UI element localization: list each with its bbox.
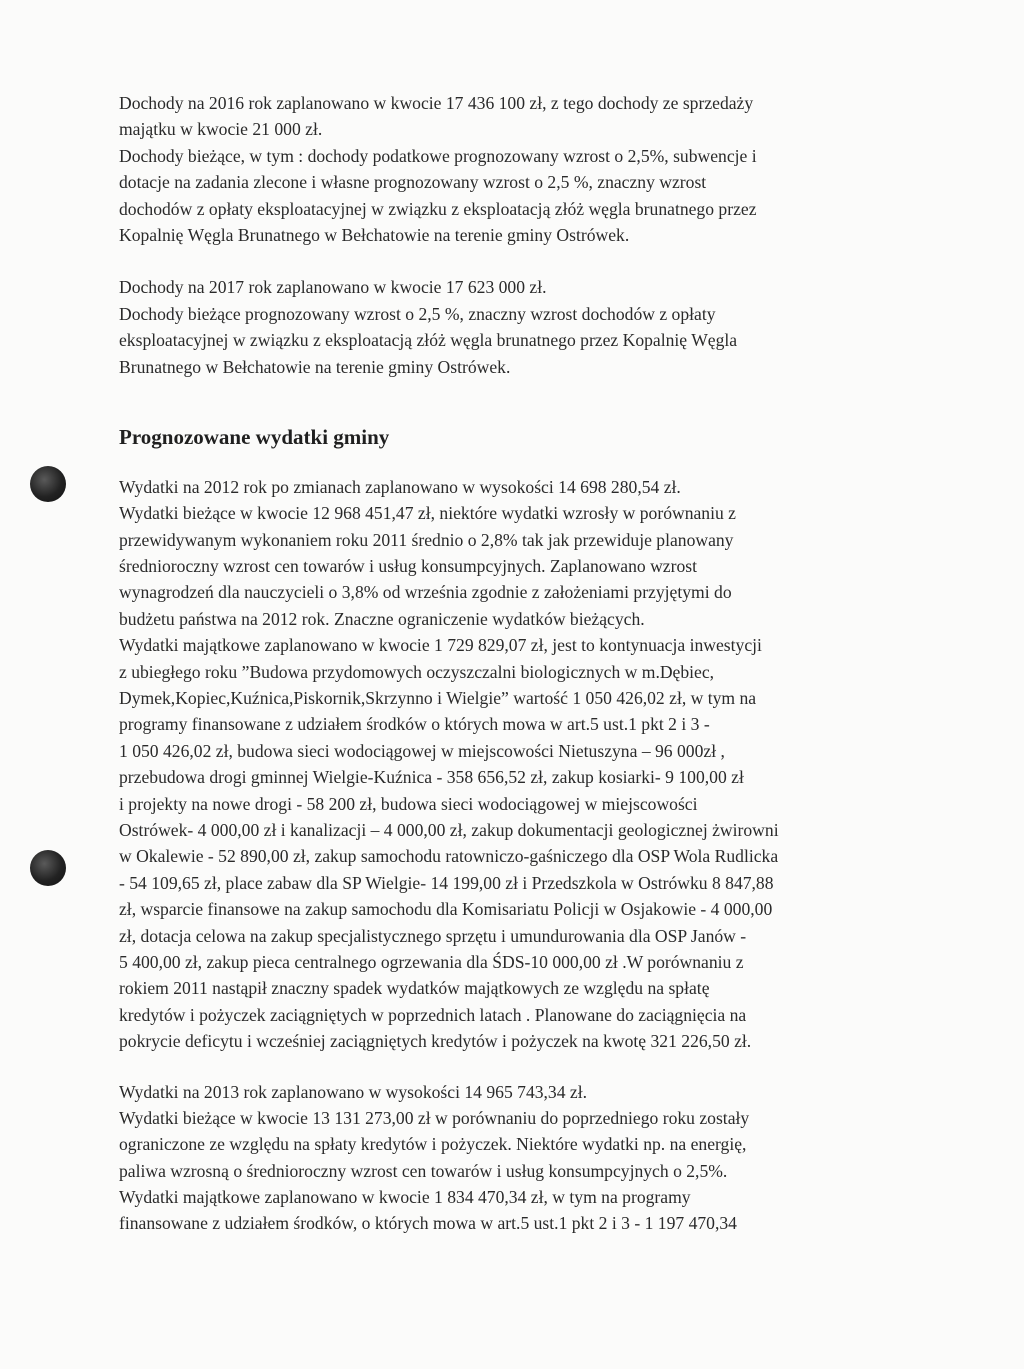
text-line: 1 050 426,02 zł, budowa sieci wodociągowej w miejscowości Nietuszyna – 96 000zł , [119,740,725,761]
text-line: finansowane z udziałem środków, o których mowa w art.5 ust.1 pkt 2 i 3 - 1 197 470,34 [119,1213,737,1234]
text-line: Dochody na 2017 rok zaplanowano w kwocie 17 623 000 zł. [119,277,547,298]
text-line: Wydatki na 2012 rok po zmianach zaplanowano w wysokości 14 698 280,54 zł. [119,476,681,497]
section-heading: Prognozowane wydatki gminy [119,424,390,449]
paragraph-expenses-2013 [119,1079,909,1237]
text-line: programy finansowane z udziałem środków o których mowa w art.5 ust.1 pkt 2 i 3 - [119,714,710,735]
text-line: Dochody bieżące, w tym : dochody podatkowe prognozowany wzrost o 2,5%, subwencje i [119,145,757,166]
text-line: Brunatnego w Bełchatowie na terenie gminy Ostrówek. [119,356,511,377]
text-line: rokiem 2011 nastąpił znaczny spadek wydatków majątkowych ze względu na spłatę [119,978,710,999]
text-line: z ubiegłego roku ”Budowa przydomowych oczyszczalni biologicznych w m.Dębiec, [119,661,715,682]
text-line: Wydatki bieżące w kwocie 12 968 451,47 zł, niektóre wydatki wzrosły w porównaniu z [119,503,736,524]
text-line: Wydatki na 2013 rok zaplanowano w wysokości 14 965 743,34 zł. [119,1081,588,1102]
text-line: - 54 109,65 zł, place zabaw dla SP Wielgie- 14 199,00 zł i Przedszkola w Ostrówku 8 847,88 [119,872,774,893]
text-line: dochodów z opłaty eksploatacyjnej w związku z eksploatacją złóż węgla brunatnego przez [119,198,757,219]
punch-hole-mark [30,466,66,502]
document-body [119,90,909,1237]
paragraph-expenses-2012 [119,474,909,1055]
text-line: Dochody bieżące prognozowany wzrost o 2,5 %, znaczny wzrost dochodów z opłaty [119,303,716,324]
text-line: 5 400,00 zł, zakup pieca centralnego ogrzewania dla ŚDS-10 000,00 zł .W porównaniu z [119,951,744,972]
text-line: przewidywanym wykonaniem roku 2011 średnio o 2,8% tak jak przewiduje planowany [119,529,734,550]
text-line: dotacje na zadania zlecone i własne prognozowany wzrost o 2,5 %, znaczny wzrost [119,172,707,193]
text-line: Kopalnię Węgla Brunatnego w Bełchatowie na terenie gminy Ostrówek. [119,224,630,245]
text-line: i projekty na nowe drogi - 58 200 zł, budowa sieci wodociągowej w miejscowości [119,793,698,814]
text-line: wynagrodzeń dla nauczycieli o 3,8% od września zgodnie z założeniami przyjętymi do [119,582,732,603]
text-line: kredytów i pożyczek zaciągniętych w poprzednich latach . Planowane do zaciągnięcia na [119,1004,747,1025]
text-line: zł, dotacja celowa na zakup specjalistycznego sprzętu i umundurowania dla OSP Janów - [119,925,747,946]
text-line: Wydatki majątkowe zaplanowano w kwocie 1 834 470,34 zł, w tym na programy [119,1187,691,1208]
paragraph-income-2017 [119,274,909,380]
text-line: paliwa wzrosną o średnioroczny wzrost cen towarów i usług konsumpcyjnych o 2,5%. [119,1160,728,1181]
text-line: w Okalewie - 52 890,00 zł, zakup samochodu ratowniczo-gaśniczego dla OSP Wola Rudlicka [119,846,779,867]
punch-hole-mark [30,850,66,886]
paragraph-income-2016 [119,90,909,248]
text-line: budżetu państwa na 2012 rok. Znaczne ograniczenie wydatków bieżących. [119,608,645,629]
text-line: Wydatki bieżące w kwocie 13 131 273,00 zł w porównaniu do poprzedniego roku zostały [119,1107,750,1128]
text-line: Wydatki majątkowe zaplanowano w kwocie 1 729 829,07 zł, jest to kontynuacja inwestycji [119,635,762,656]
text-line: Dochody na 2016 rok zaplanowano w kwocie 17 436 100 zł, z tego dochody ze sprzedaży [119,93,754,113]
text-line: zł, wsparcie finansowe na zakup samochodu dla Komisariatu Policji w Osjakowie - 4 000,00 [119,899,773,920]
text-line: Dymek,Kopiec,Kuźnica,Piskornik,Skrzynno i Wielgie” wartość 1 050 426,02 zł, w tym na [119,688,757,709]
text-line: średnioroczny wzrost cen towarów i usług konsumpcyjnych. Zaplanowano wzrost [119,556,698,577]
text-line: pokrycie deficytu i wcześniej zaciągniętych kredytów i pożyczek na kwotę 321 226,50 zł. [119,1031,752,1052]
text-line: majątku w kwocie 21 000 zł. [119,119,323,140]
text-line: ograniczone ze względu na spłaty kredytów i pożyczek. Niektóre wydatki np. na energię, [119,1134,747,1155]
text-line: eksploatacyjnej w związku z eksploatacją złóż węgla brunatnego przez Kopalnię Węgla [119,330,738,351]
text-line: Ostrówek- 4 000,00 zł i kanalizacji – 4 000,00 zł, zakup dokumentacji geologicznej żwirowni [119,819,779,840]
text-line: przebudowa drogi gminnej Wielgie-Kuźnica - 358 656,52 zł, zakup kosiarki- 9 100,00 zł [119,767,744,788]
